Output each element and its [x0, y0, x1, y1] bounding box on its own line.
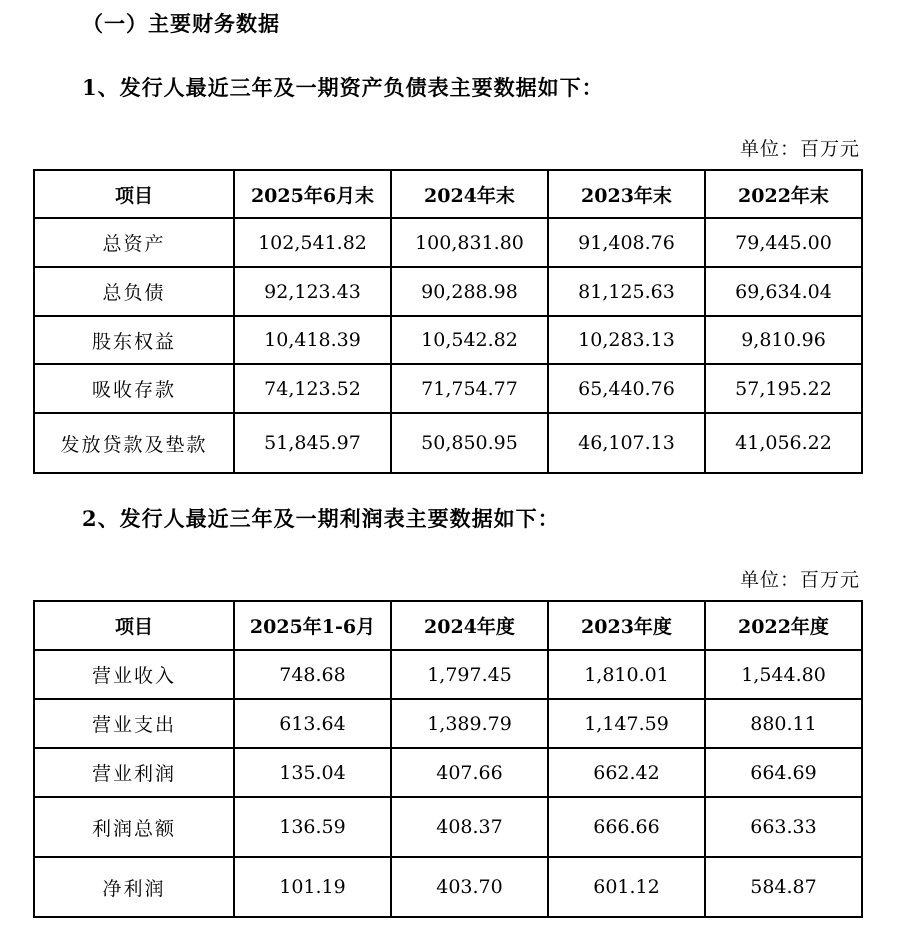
table-cell: 135.04: [234, 748, 391, 797]
balance-heading: 1、发行人最近三年及一期资产负债表主要数据如下：: [82, 75, 604, 100]
table-row: [34, 316, 862, 364]
table-cell: 662.42: [548, 748, 705, 797]
row-label: 总资产: [34, 218, 234, 267]
table-header-row: [34, 170, 862, 218]
row-label: 吸收存款: [34, 364, 234, 413]
table-cell: 408.37: [391, 797, 548, 857]
table-cell: 92,123.43: [234, 267, 391, 316]
header-cell: 2022年度: [705, 601, 862, 650]
table-cell: 601.12: [548, 857, 705, 917]
table-cell: 91,408.76: [548, 218, 705, 267]
row-label: 利润总额: [34, 797, 234, 857]
row-label: 总负债: [34, 267, 234, 316]
table-row: [34, 857, 862, 917]
table-cell: 613.64: [234, 699, 391, 748]
header-cell: 2024年度: [391, 601, 548, 650]
table-row: [34, 748, 862, 797]
balance-sheet-table: [33, 169, 863, 474]
table-header-row: [34, 601, 862, 650]
table-cell: 46,107.13: [548, 413, 705, 473]
table-cell: 9,810.96: [705, 316, 862, 364]
table-row: [34, 218, 862, 267]
header-cell: 2023年度: [548, 601, 705, 650]
table-cell: 102,541.82: [234, 218, 391, 267]
table-cell: 65,440.76: [548, 364, 705, 413]
header-cell: 项目: [34, 170, 234, 218]
table-cell: 101.19: [234, 857, 391, 917]
row-label: 发放贷款及垫款: [34, 413, 234, 473]
table-cell: 69,634.04: [705, 267, 862, 316]
table-row: [34, 364, 862, 413]
table-cell: 71,754.77: [391, 364, 548, 413]
table-cell: 10,542.82: [391, 316, 548, 364]
row-label: 股东权益: [34, 316, 234, 364]
table-cell: 81,125.63: [548, 267, 705, 316]
table-cell: 51,845.97: [234, 413, 391, 473]
table-row: [34, 699, 862, 748]
section-title: （一）主要财务数据: [82, 11, 280, 36]
table-cell: 584.87: [705, 857, 862, 917]
income-heading: 2、发行人最近三年及一期利润表主要数据如下：: [82, 506, 560, 531]
header-cell: 2022年末: [705, 170, 862, 218]
table-cell: 407.66: [391, 748, 548, 797]
header-cell: 项目: [34, 601, 234, 650]
table-cell: 10,283.13: [548, 316, 705, 364]
header-cell: 2024年末: [391, 170, 548, 218]
table-cell: 74,123.52: [234, 364, 391, 413]
income-statement-table: [33, 600, 863, 918]
table-cell: 1,810.01: [548, 650, 705, 699]
table-row: [34, 797, 862, 857]
table-cell: 1,147.59: [548, 699, 705, 748]
table-cell: 1,544.80: [705, 650, 862, 699]
table-row: [34, 650, 862, 699]
row-label: 营业收入: [34, 650, 234, 699]
table-row: [34, 413, 862, 473]
table-cell: 79,445.00: [705, 218, 862, 267]
header-cell: 2025年6月末: [234, 170, 391, 218]
income-unit: 单位：百万元: [739, 569, 860, 591]
header-cell: 2023年末: [548, 170, 705, 218]
table-cell: 880.11: [705, 699, 862, 748]
table-cell: 136.59: [234, 797, 391, 857]
table-cell: 100,831.80: [391, 218, 548, 267]
table-cell: 1,797.45: [391, 650, 548, 699]
balance-unit: 单位：百万元: [739, 138, 860, 160]
table-cell: 10,418.39: [234, 316, 391, 364]
table-cell: 57,195.22: [705, 364, 862, 413]
table-cell: 403.70: [391, 857, 548, 917]
table-cell: 663.33: [705, 797, 862, 857]
table-row: [34, 267, 862, 316]
table-cell: 41,056.22: [705, 413, 862, 473]
row-label: 营业支出: [34, 699, 234, 748]
table-cell: 50,850.95: [391, 413, 548, 473]
table-cell: 666.66: [548, 797, 705, 857]
table-cell: 664.69: [705, 748, 862, 797]
table-cell: 1,389.79: [391, 699, 548, 748]
row-label: 营业利润: [34, 748, 234, 797]
header-cell: 2025年1-6月: [234, 601, 391, 650]
table-cell: 748.68: [234, 650, 391, 699]
table-cell: 90,288.98: [391, 267, 548, 316]
row-label: 净利润: [34, 857, 234, 917]
